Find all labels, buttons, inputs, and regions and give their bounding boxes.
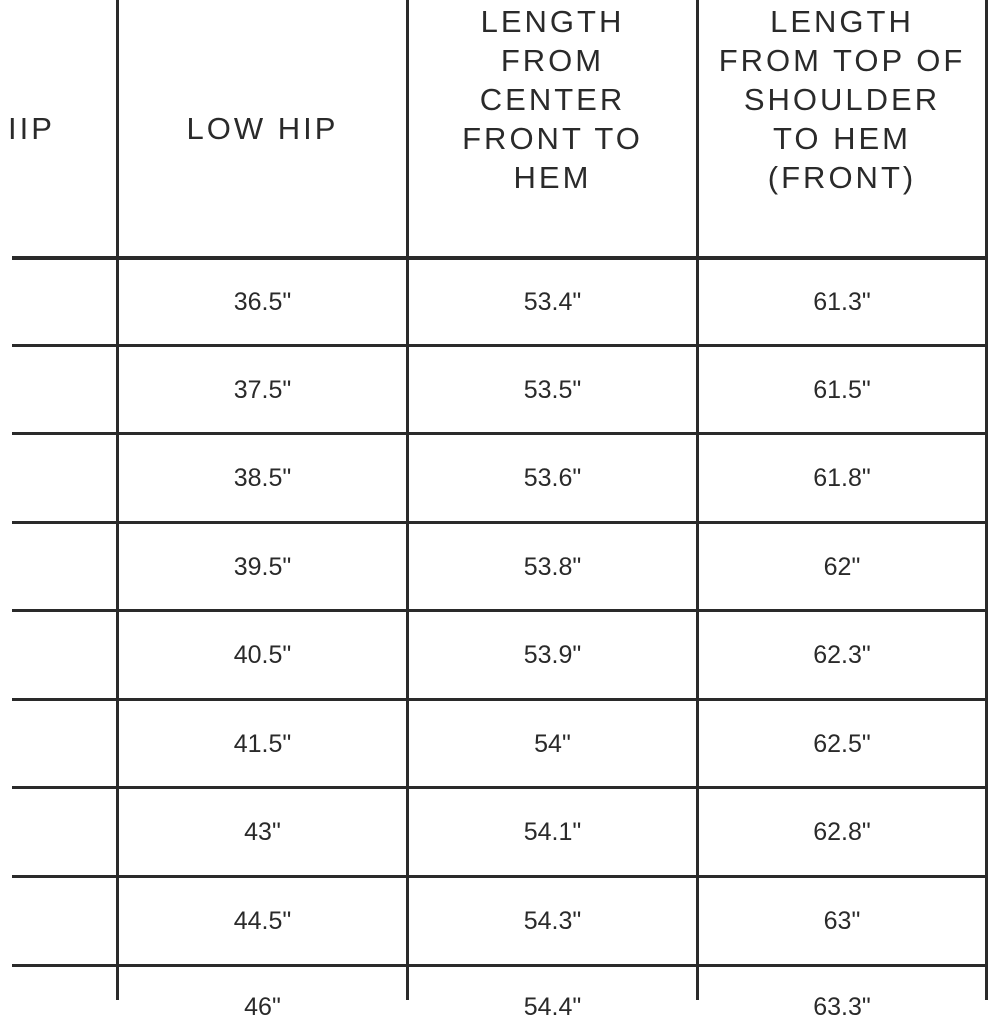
table-cell bbox=[0, 524, 116, 610]
table-cell: 38.5" bbox=[233, 463, 292, 492]
table-cell: 37.5" bbox=[233, 375, 292, 404]
table-cell: 46" bbox=[244, 993, 281, 1021]
table-cell: 54" bbox=[534, 729, 571, 758]
header-length-shoulder-to-hem: LENGTH FROM TOP OF SHOULDER TO HEM (FRONT) bbox=[718, 4, 966, 195]
table-cell: 62.8" bbox=[813, 817, 871, 846]
table-cell bbox=[0, 878, 116, 964]
table-cell: 40.5" bbox=[233, 640, 292, 669]
table-cell: 39.5" bbox=[233, 552, 292, 581]
table-cell: 63.3" bbox=[813, 993, 871, 1021]
column-divider bbox=[985, 0, 988, 1000]
table-cell bbox=[0, 612, 116, 698]
table-cell: 54.1" bbox=[523, 817, 582, 846]
table-cell: 41.5" bbox=[233, 729, 292, 758]
table-cell: 44.5" bbox=[233, 906, 292, 935]
table-cell bbox=[0, 701, 116, 787]
header-length-center-front-to-hem: LENGTH FROM CENTER FRONT TO HEM bbox=[462, 4, 643, 195]
table-cell bbox=[0, 967, 116, 1000]
table-cell: 61.8" bbox=[813, 463, 871, 492]
header-low-hip: LOW HIP bbox=[186, 110, 339, 146]
table-cell: 61.3" bbox=[813, 287, 871, 316]
table-cell bbox=[0, 435, 116, 521]
table-cell bbox=[0, 259, 116, 345]
table-cell: 62.3" bbox=[813, 640, 871, 669]
table-cell: 36.5" bbox=[233, 287, 292, 316]
table-cell: 54.4" bbox=[523, 993, 582, 1021]
table-cell: 62.5" bbox=[813, 729, 871, 758]
table-cell bbox=[0, 347, 116, 433]
table-cell: 54.3" bbox=[523, 906, 582, 935]
table-cell: 43" bbox=[244, 817, 281, 846]
table-cell bbox=[0, 789, 116, 875]
table-cell: 53.9" bbox=[523, 640, 582, 669]
header-hip: IIP bbox=[8, 110, 55, 146]
table-cell: 53.5" bbox=[523, 375, 582, 404]
table-cell: 53.8" bbox=[523, 552, 582, 581]
table-cell: 53.6" bbox=[523, 463, 582, 492]
table-cell: 53.4" bbox=[523, 287, 582, 316]
table-cell: 62" bbox=[823, 552, 861, 581]
table-cell: 61.5" bbox=[813, 375, 871, 404]
table-cell: 63" bbox=[823, 906, 861, 935]
